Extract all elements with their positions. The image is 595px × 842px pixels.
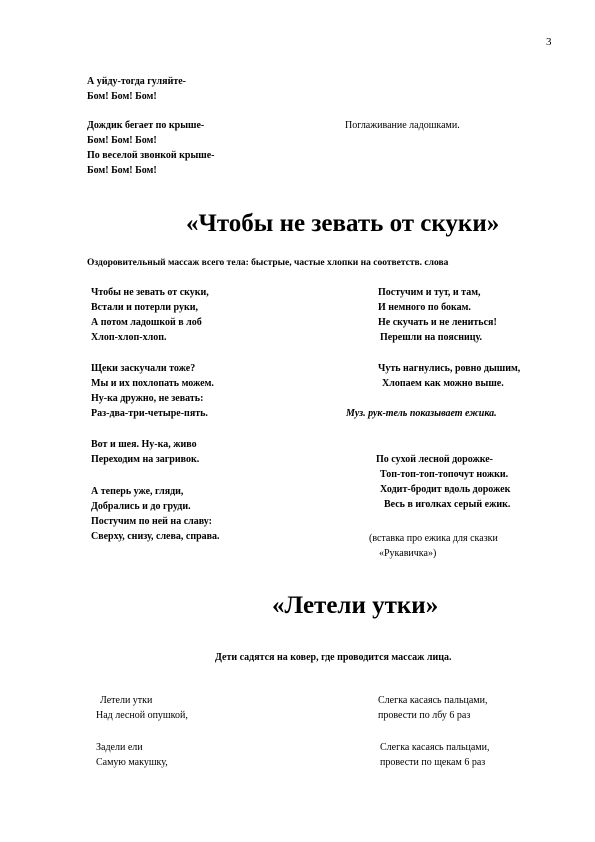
verse-line: По сухой лесной дорожке- [376,454,494,465]
verse-line: Вот и шея. Ну-ка, живо [91,439,197,450]
verse-line: И немного по бокам. [378,302,471,313]
section-intro-2: Дети садятся на ковер, где проводится массаж лица. [215,652,452,663]
verse-line: Задели ели [96,742,143,753]
verse-line: Сверху, снизу, слева, справа. [91,531,220,542]
left-stanza-1 [91,285,209,345]
verse-line: А потом ладошкой в лоб [91,317,202,328]
right-instruction-1 [378,693,488,723]
left-stanza-5 [96,693,188,723]
verse-line: Добрались и до груди. [91,501,191,512]
right-stanza-1 [378,285,497,345]
verse-line: Дождик бегает по крыше- [87,120,205,131]
verse-line: Ходит-бродит вдоль дорожек [380,484,511,495]
verse-line: Бом! Бом! Бом! [87,165,157,176]
right-stanza-3 [376,452,510,512]
verse-line: Встали и потерли руки, [91,302,198,313]
verse-line: Мы и их похлопать можем. [91,378,214,389]
verse-block-1 [87,74,186,104]
instruction-line: провести по лбу 6 раз [378,710,471,721]
instruction-line: провести по щекам 6 раз [380,757,486,768]
page-number: 3 [546,36,552,48]
verse-line: Летели утки [100,695,153,706]
verse-line: Постучим по ней на славу: [91,516,213,527]
left-stanza-2 [91,361,214,421]
left-stanza-4 [91,484,220,544]
verse-line: Ну-ка дружно, не зевать: [91,393,204,404]
action-note: Поглаживание ладошками. [345,120,460,131]
section-title-2: «Летели утки» [272,592,439,619]
verse-line: Переходим на загривок. [91,454,200,465]
verse-line: Над лесной опушкой, [96,710,188,721]
insert-note [369,531,498,561]
verse-line: Постучим и тут, и там, [378,287,481,298]
verse-line: Бом! Бом! Бом! [87,135,157,146]
verse-line: Самую макушку, [96,757,168,768]
verse-line: Не скучать и не лениться! [378,317,497,328]
verse-line: Хлопаем как можно выше. [382,378,504,389]
verse-line: Чтобы не зевать от скуки, [91,287,209,298]
instruction-line: Слегка касаясь пальцами, [380,742,490,753]
verse-line: Раз-два-три-четыре-пять. [91,408,208,419]
section-title-1: «Чтобы не зевать от скуки» [186,210,500,237]
verse-line: Бом! Бом! Бом! [87,91,157,102]
section-intro-1: Оздоровительный массаж всего тела: быстрые, частые хлопки на соответств. слова [87,258,449,268]
verse-block-2 [87,118,214,178]
left-stanza-6 [96,740,168,770]
verse-line: Весь в иголках серый ежик. [384,499,511,510]
verse-line: Хлоп-хлоп-хлоп. [91,332,167,343]
verse-line: А теперь уже, гляди, [91,486,184,497]
verse-line: Щеки заскучали тоже? [91,363,196,374]
verse-line: Перешли на поясницу. [380,332,482,343]
note-line: «Рукавичка») [379,548,437,559]
verse-line: А уйду-тогда гуляйте- [87,76,187,87]
left-stanza-3 [91,437,199,467]
director-note: Муз. рук-тель показывает ежика. [346,408,497,419]
verse-line: По веселой звонкой крыше- [87,150,215,161]
note-line: (вставка про ежика для сказки [369,533,498,544]
instruction-line: Слегка касаясь пальцами, [378,695,488,706]
right-stanza-2 [378,361,520,391]
right-instruction-2 [380,740,490,770]
verse-line: Чуть нагнулись, ровно дышим, [378,363,521,374]
verse-line: Топ-топ-топ-топочут ножки. [380,469,509,480]
